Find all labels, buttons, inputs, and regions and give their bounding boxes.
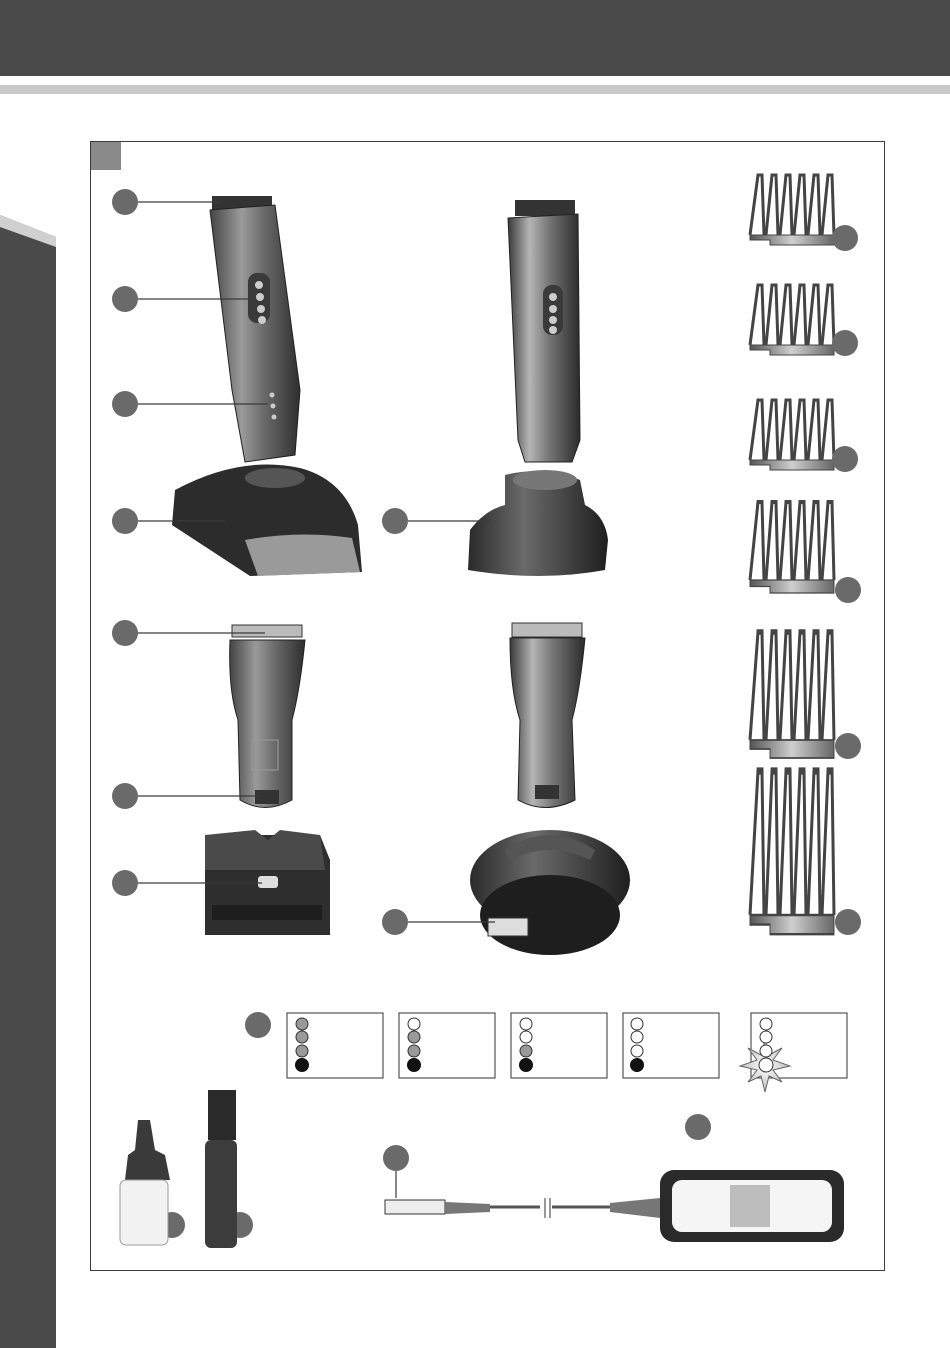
- indicator-panel-2: [399, 1013, 495, 1078]
- clipper-front-icon: [210, 196, 300, 462]
- oil-bottle-icon: [120, 1120, 170, 1245]
- indicator-panel-4: [623, 1013, 719, 1078]
- indicator-panel-1: [287, 1013, 383, 1078]
- power-adapter-icon: [385, 1170, 844, 1242]
- stand-base-underside-icon: [470, 830, 630, 955]
- charging-stand-icon: [172, 464, 362, 576]
- clipper-angled-icon: [508, 200, 580, 462]
- charging-stand-round-icon: [468, 470, 608, 576]
- clipper-body-back-2-icon: [510, 623, 585, 808]
- comb-attachment-icon: [750, 175, 834, 934]
- indicator-panel-5: [740, 1013, 847, 1092]
- battery-indicator-panels: [287, 1013, 847, 1092]
- indicator-panel-3: [511, 1013, 607, 1078]
- cleaning-brush-icon: [205, 1090, 237, 1248]
- clipper-body-back-icon: [230, 625, 305, 808]
